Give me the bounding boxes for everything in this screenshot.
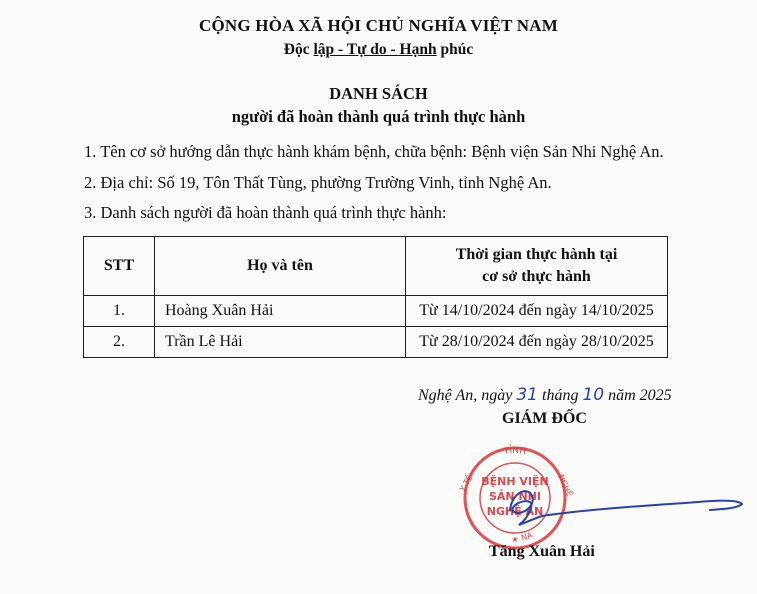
header-time-line1: Thời gian thực hành tại xyxy=(455,246,618,263)
handwritten-signature xyxy=(470,472,750,542)
row-stt: 2. xyxy=(84,327,155,358)
stamp-star-icon: ★ xyxy=(511,535,519,544)
table-row xyxy=(84,327,668,358)
document-subtitle: người đã hoàn thành quá trình thực hành xyxy=(231,107,526,126)
date-line xyxy=(418,385,672,405)
stamp-left-arc: Y TẾ xyxy=(457,473,475,493)
document-title: DANH SÁCH xyxy=(329,84,428,103)
motto-part3: phúc xyxy=(436,41,474,58)
national-motto xyxy=(0,41,757,59)
row-time: Từ 14/10/2024 đến ngày 14/10/2025 xyxy=(406,296,668,327)
month-label: tháng xyxy=(538,387,583,404)
motto-part1: Độc xyxy=(283,41,314,58)
header-time xyxy=(406,237,668,296)
stamp-line1: BỆNH VIỆN xyxy=(481,475,549,488)
stamp-line3: NGHỆ AN xyxy=(486,505,544,518)
row-name: Hoàng Xuân Hải xyxy=(155,296,406,327)
header-name: Họ và tên xyxy=(155,237,406,296)
table-row xyxy=(84,296,668,327)
row-stt: 1. xyxy=(84,296,155,327)
stamp-bottom-arc: NA xyxy=(520,530,534,543)
director-title: GIÁM ĐỐC xyxy=(502,410,587,427)
table-header-row xyxy=(84,237,668,296)
item-list-intro: 3. Danh sách người đã hoàn thành quá trình thực hành: xyxy=(84,203,447,222)
header-time-line2: cơ sở thực hành xyxy=(482,268,591,285)
date-prefix: Nghệ An, ngày xyxy=(418,387,517,404)
row-name: Trần Lê Hải xyxy=(155,327,406,358)
trainee-table xyxy=(83,236,668,358)
signer-name: Tăng Xuân Hải xyxy=(489,543,595,560)
item-facility-name: 1. Tên cơ sở hướng dẫn thực hành khám bệnh, chữa bệnh: Bệnh viện Sản Nhi Nghệ An. xyxy=(84,142,664,161)
header-stt: STT xyxy=(84,237,155,296)
stamp-top-arc: TỈNH xyxy=(502,445,527,458)
year-label: năm 2025 xyxy=(604,387,672,404)
row-time: Từ 28/10/2024 đến ngày 28/10/2025 xyxy=(406,327,668,358)
item-address: 2. Địa chỉ: Số 19, Tôn Thất Tùng, phường Trường Vinh, tỉnh Nghệ An. xyxy=(84,173,552,192)
nation-header: CỘNG HÒA XÃ HỘI CHỦ NGHĨA VIỆT NAM xyxy=(199,16,558,35)
motto-part2: lập - Tự do - Hạnh xyxy=(313,41,437,58)
handwritten-day: 31 xyxy=(516,385,538,405)
stamp-line2: SẢN NHI xyxy=(489,490,541,503)
handwritten-month: 10 xyxy=(582,385,605,405)
stamp-right-arc: NGHỆ xyxy=(556,473,575,498)
